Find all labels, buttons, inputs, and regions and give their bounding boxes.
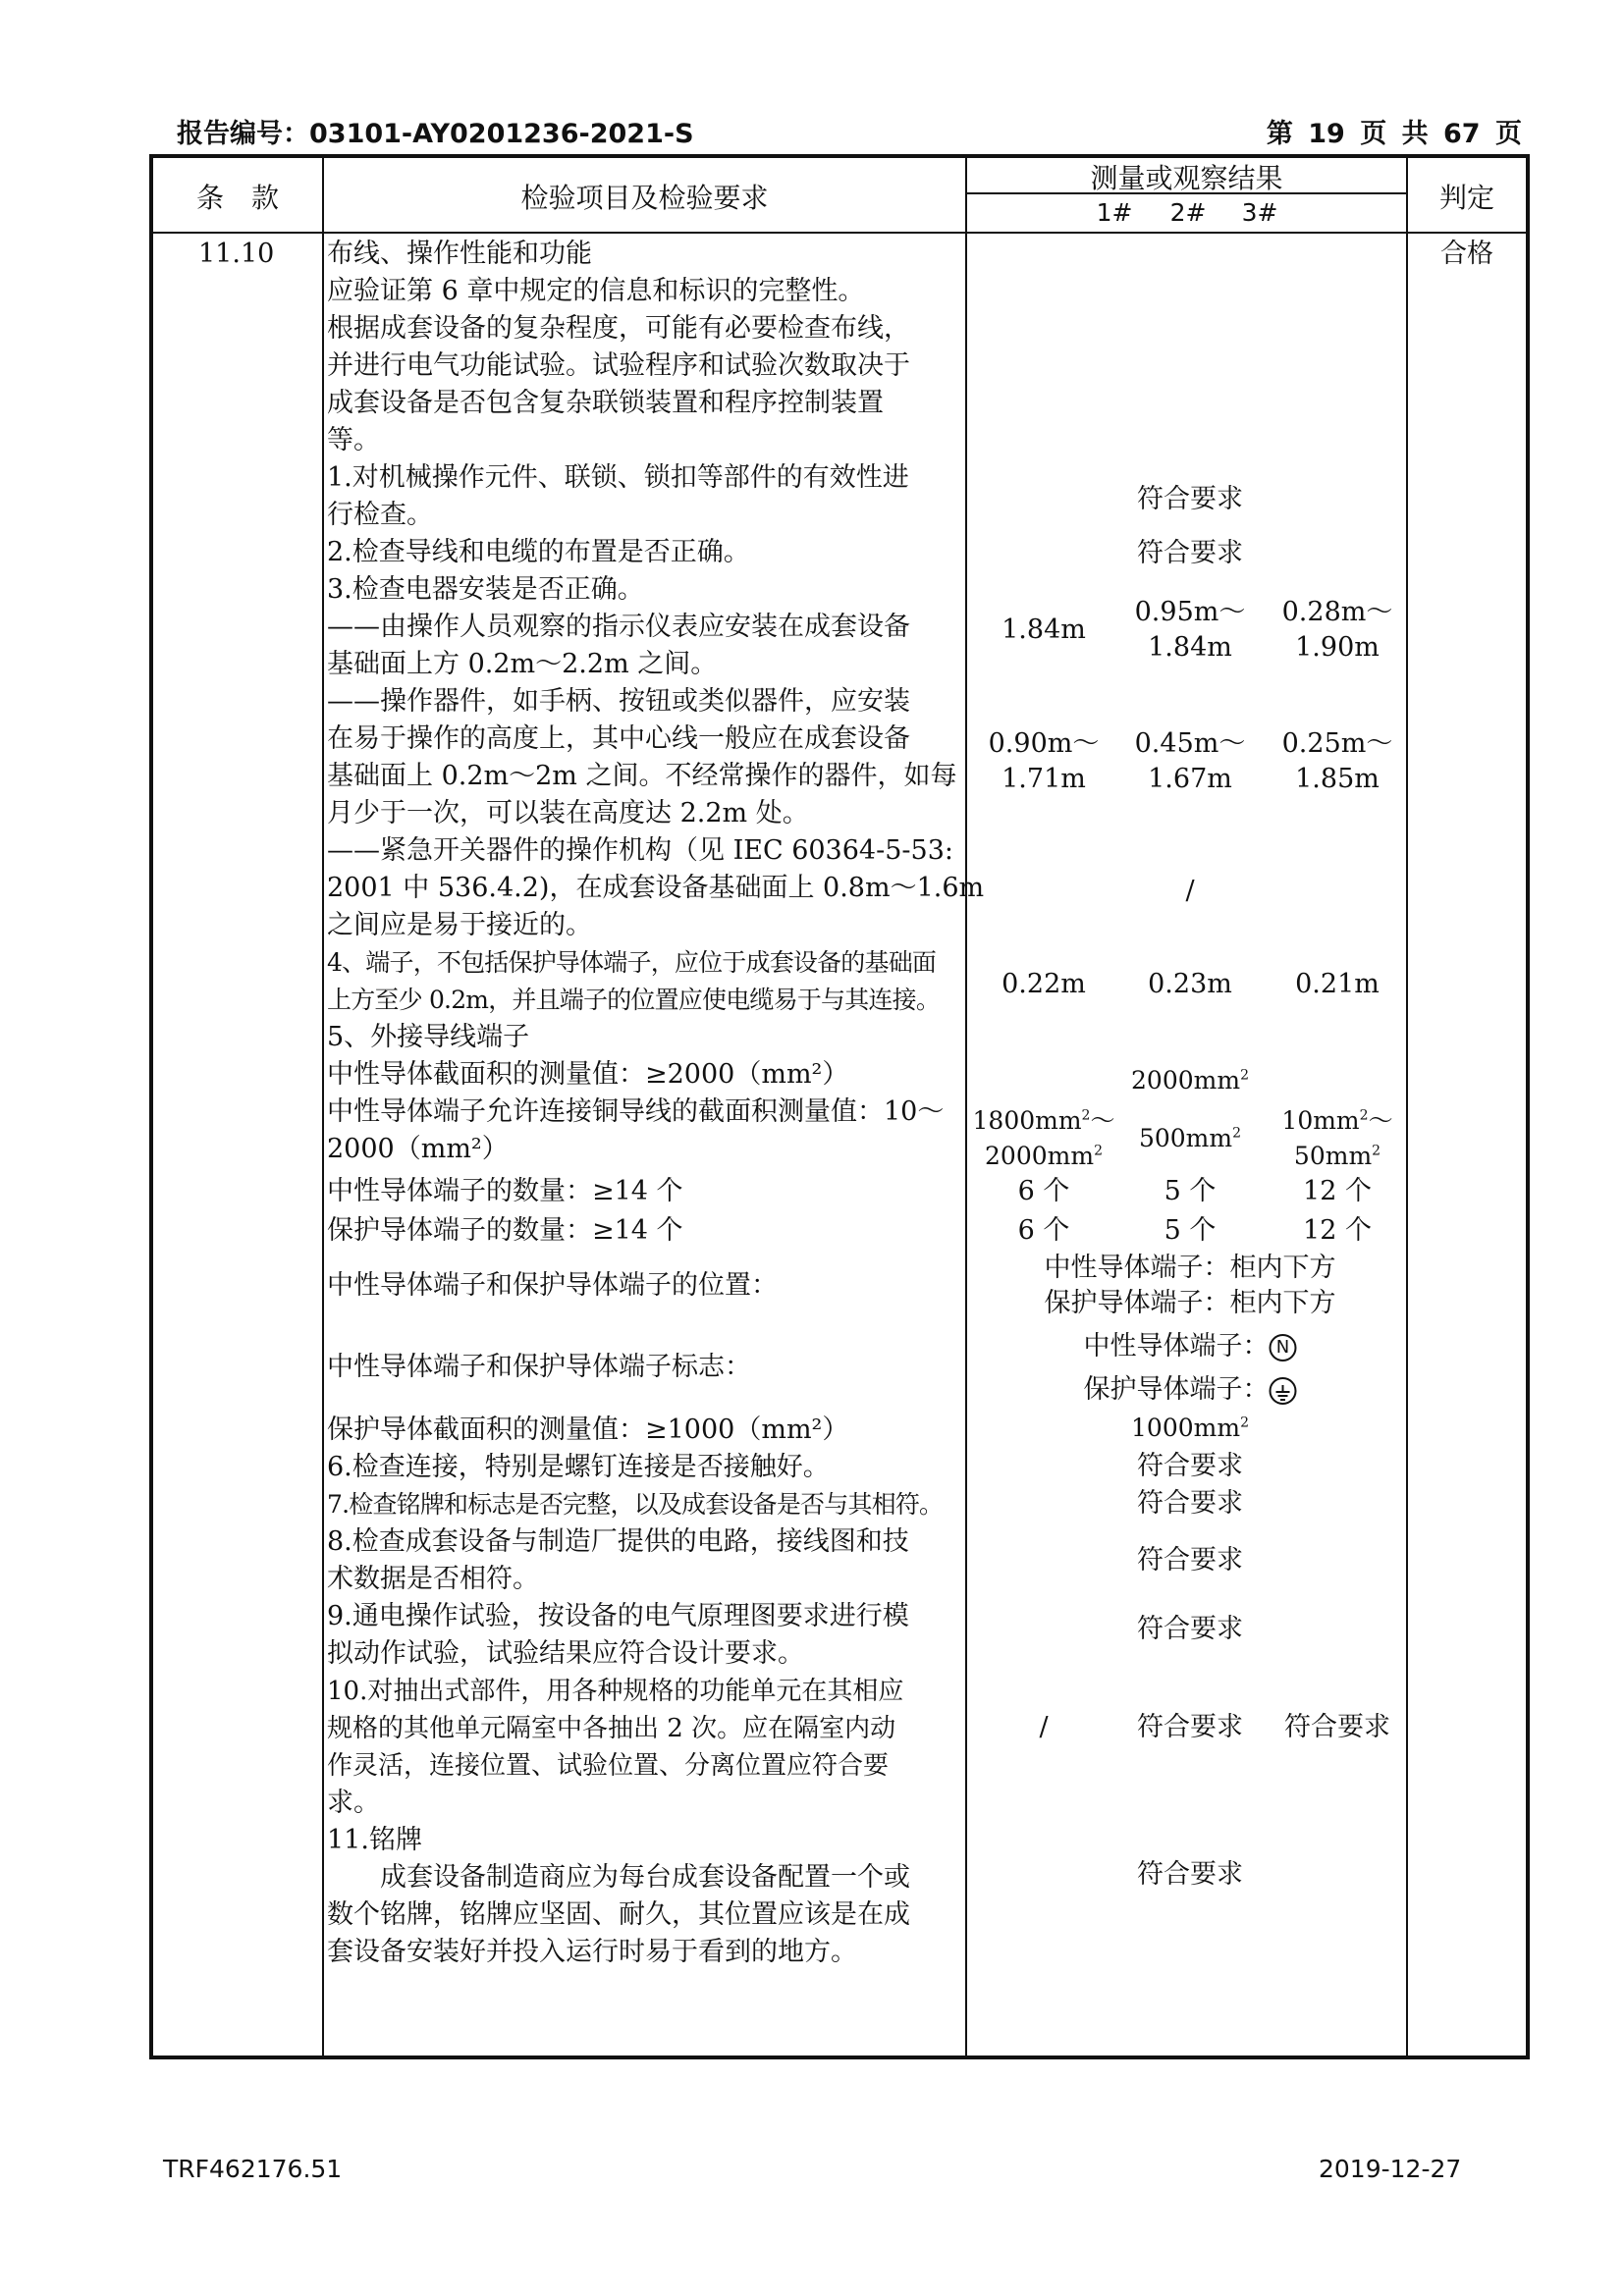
result-terminal-height-1: 0.22m — [1001, 969, 1086, 999]
result-operating-2b: 1.67m — [1148, 764, 1232, 794]
superscript: 2 — [1372, 1143, 1381, 1159]
item-line: 中性导体端子和保护导体端子标志： — [327, 1352, 751, 1382]
result-drawout-3: 符合要求 — [1284, 1712, 1390, 1742]
item-line: 4、端子，不包括保护导体端子，应位于成套设备的基础面 — [327, 948, 937, 977]
item-line: 之间应是易于接近的。 — [327, 910, 592, 940]
clause-number: 11.10 — [198, 239, 275, 269]
result-terminal-range-1b — [985, 1139, 1103, 1174]
item-line: 基础面上方 0.2m～2.2m 之间。 — [327, 649, 718, 679]
result-terminal-range-1a — [973, 1103, 1115, 1139]
item-line: 7.检查铭牌和标志是否完整，以及成套设备是否与其相符。 — [327, 1490, 944, 1519]
result-neutral-position: 中性导体端子：柜内下方 — [1044, 1253, 1336, 1283]
item-line: 10.对抽出式部件，用各种规格的功能单元在其相应 — [327, 1677, 904, 1706]
col-divider — [965, 154, 967, 2059]
form-date: 2019-12-27 — [1319, 2155, 1462, 2183]
superscript: 2 — [1094, 1143, 1103, 1159]
item-line: 月少于一次，可以装在高度达 2.2m 处。 — [327, 798, 809, 828]
range-tilde: ～ — [1090, 1106, 1115, 1135]
superscript: 2 — [1240, 1415, 1249, 1431]
item-line: 中性导体端子和保护导体端子的位置： — [327, 1270, 778, 1301]
result-protect-mark — [1084, 1372, 1297, 1408]
result-neutral-count-3: 12 个 — [1303, 1176, 1372, 1206]
result-emergency: / — [1185, 876, 1195, 906]
header-clause: 条 款 — [195, 182, 279, 214]
item-line: 保护导体端子的数量：≥14 个 — [327, 1215, 683, 1246]
result-terminal-height-2: 0.23m — [1148, 969, 1232, 999]
result-nameplate: 符合要求 — [1137, 1859, 1243, 1890]
value-text: 500mm — [1138, 1124, 1233, 1152]
item-line: 1.对机械操作元件、联锁、锁扣等部件的有效性进 — [327, 462, 909, 493]
result-drawout-1: / — [1039, 1712, 1049, 1742]
result-indicator-3a: 0.28m～ — [1281, 597, 1393, 627]
item-line: ——由操作人员观察的指示仪表应安装在成套设备 — [327, 612, 910, 642]
result-protect-count-2: 5 个 — [1164, 1215, 1217, 1246]
value-text: 2000mm — [1131, 1066, 1241, 1095]
result-terminal-range-3a — [1281, 1103, 1392, 1139]
neutral-symbol-icon: N — [1270, 1334, 1297, 1362]
item-line: 2001 中 536.4.2)，在成套设备基础面上 0.8m～1.6m — [327, 873, 985, 903]
col-divider — [1406, 154, 1408, 2059]
item-line: 拟动作试验，试验结果应符合设计要求。 — [327, 1638, 804, 1669]
superscript: 2 — [1081, 1107, 1091, 1124]
header-sample-2: 2# — [1169, 198, 1207, 227]
item-line: ——操作器件，如手柄、按钮或类似器件，应安装 — [327, 686, 910, 717]
header-sample-1: 1# — [1096, 198, 1133, 227]
item-line: 2.检查导线和电缆的布置是否正确。 — [327, 537, 750, 567]
result-operating-3a: 0.25m～ — [1281, 728, 1393, 759]
col-divider — [322, 154, 324, 2059]
item-line: 套设备安装好并投入运行时易于看到的地方。 — [327, 1937, 857, 1967]
value-text: 中性导体端子： — [1083, 1331, 1270, 1362]
range-tilde: ～ — [1368, 1106, 1393, 1135]
result-mechanical: 符合要求 — [1137, 484, 1243, 514]
item-line: 中性导体端子的数量：≥14 个 — [327, 1176, 683, 1206]
item-line: 行检查。 — [327, 500, 433, 530]
earth-symbol-icon — [1270, 1377, 1297, 1405]
item-line: 5、外接导线端子 — [327, 1022, 530, 1052]
result-neutral-count-2: 5 个 — [1164, 1176, 1217, 1206]
result-protect-position: 保护导体端子：柜内下方 — [1044, 1288, 1336, 1318]
result-terminal-range-2 — [1139, 1121, 1241, 1156]
item-line: 9.通电操作试验，按设备的电气原理图要求进行模 — [327, 1601, 909, 1631]
result-drawout-2: 符合要求 — [1137, 1712, 1243, 1742]
header-sample-3: 3# — [1241, 198, 1278, 227]
item-line: 应验证第 6 章中规定的信息和标识的完整性。 — [327, 276, 865, 306]
result-nameplate-check: 符合要求 — [1137, 1488, 1243, 1519]
item-line: 数个铭牌，铭牌应坚固、耐久，其位置应该是在成 — [327, 1899, 910, 1930]
header-judgement: 判定 — [1438, 182, 1494, 214]
item-line: 基础面上 0.2m～2m 之间。不经常操作的器件，如每 — [327, 761, 957, 791]
item-line: 上方至少 0.2m，并且端子的位置应使电缆易于与其连接。 — [327, 986, 941, 1014]
value-text: 1800mm — [972, 1106, 1082, 1135]
result-connection: 符合要求 — [1137, 1451, 1243, 1481]
result-circuit: 符合要求 — [1137, 1545, 1243, 1575]
item-line: 规格的其他单元隔室中各抽出 2 次。应在隔室内动 — [327, 1714, 896, 1743]
item-line: 中性导体截面积的测量值：≥2000（mm²） — [327, 1059, 849, 1090]
item-line: 并进行电气功能试验。试验程序和试验次数取决于 — [327, 350, 910, 381]
seal-stamp-edge — [1602, 805, 1624, 1041]
result-indicator-1: 1.84m — [1001, 614, 1086, 645]
result-indicator-3b: 1.90m — [1295, 632, 1380, 663]
result-wiring: 符合要求 — [1137, 538, 1243, 568]
superscript: 2 — [1232, 1125, 1242, 1142]
item-line: 中性导体端子允许连接铜导线的截面积测量值：10～ — [327, 1096, 945, 1127]
item-line: 根据成套设备的复杂程度，可能有必要检查布线， — [327, 313, 910, 344]
item-line: 术数据是否相符。 — [327, 1564, 539, 1594]
item-line: ——紧急开关器件的操作机构（见 IEC 60364-5-53: — [327, 835, 953, 866]
report-number: 报告编号：03101-AY0201236-2021-S — [177, 119, 694, 149]
result-indicator-2b: 1.84m — [1148, 632, 1232, 663]
header-divider — [149, 232, 1530, 234]
item-line: 保护导体截面积的测量值：≥1000（mm²） — [327, 1415, 849, 1445]
value-text: 1000mm — [1131, 1414, 1241, 1442]
judgement-value: 合格 — [1440, 239, 1493, 269]
superscript: 2 — [1359, 1107, 1369, 1124]
item-line: 3.检查电器安装是否正确。 — [327, 574, 644, 605]
item-line: 2000（mm²） — [327, 1134, 509, 1164]
result-protect-count-1: 6 个 — [1017, 1215, 1070, 1246]
item-line: 11.铭牌 — [327, 1825, 422, 1855]
value-text: 2000mm — [985, 1142, 1095, 1170]
result-neutral-mark — [1084, 1329, 1297, 1364]
result-protect-count-3: 12 个 — [1303, 1215, 1372, 1246]
form-number: TRF462176.51 — [163, 2155, 343, 2183]
item-line: 成套设备制造商应为每台成套设备配置一个或 — [327, 1862, 910, 1893]
item-line: 布线、操作性能和功能 — [327, 239, 592, 269]
result-neutral-area — [1131, 1063, 1249, 1098]
result-operating-2a: 0.45m～ — [1134, 728, 1246, 759]
item-line: 6.检查连接，特别是螺钉连接是否接触好。 — [327, 1452, 830, 1482]
item-line: 在易于操作的高度上，其中心线一般应在成套设备 — [327, 723, 910, 754]
result-operating-1b: 1.71m — [1001, 764, 1086, 794]
result-operating-1a: 0.90m～ — [988, 728, 1100, 759]
header-result: 测量或观察结果 — [1090, 162, 1283, 194]
value-text: 50mm — [1293, 1142, 1373, 1170]
result-power-on: 符合要求 — [1137, 1614, 1243, 1644]
value-text: 10mm — [1281, 1106, 1360, 1135]
item-line: 求。 — [327, 1788, 380, 1818]
item-line: 成套设备是否包含复杂联锁装置和程序控制装置 — [327, 388, 884, 418]
result-protect-area — [1131, 1411, 1249, 1446]
header-item: 检验项目及检验要求 — [520, 182, 769, 214]
result-neutral-count-1: 6 个 — [1017, 1176, 1070, 1206]
result-terminal-range-3b — [1294, 1139, 1380, 1174]
value-text: 保护导体端子： — [1083, 1374, 1270, 1405]
page-number: 第 19 页 共 67 页 — [1266, 119, 1522, 149]
result-terminal-height-3: 0.21m — [1295, 969, 1380, 999]
item-line: 等。 — [327, 425, 380, 455]
item-line: 8.检查成套设备与制造厂提供的电路，接线图和技 — [327, 1526, 909, 1557]
result-operating-3b: 1.85m — [1295, 764, 1380, 794]
result-indicator-2a: 0.95m～ — [1134, 597, 1246, 627]
superscript: 2 — [1240, 1067, 1249, 1084]
item-line: 作灵活，连接位置、试验位置、分离位置应符合要 — [327, 1751, 890, 1781]
